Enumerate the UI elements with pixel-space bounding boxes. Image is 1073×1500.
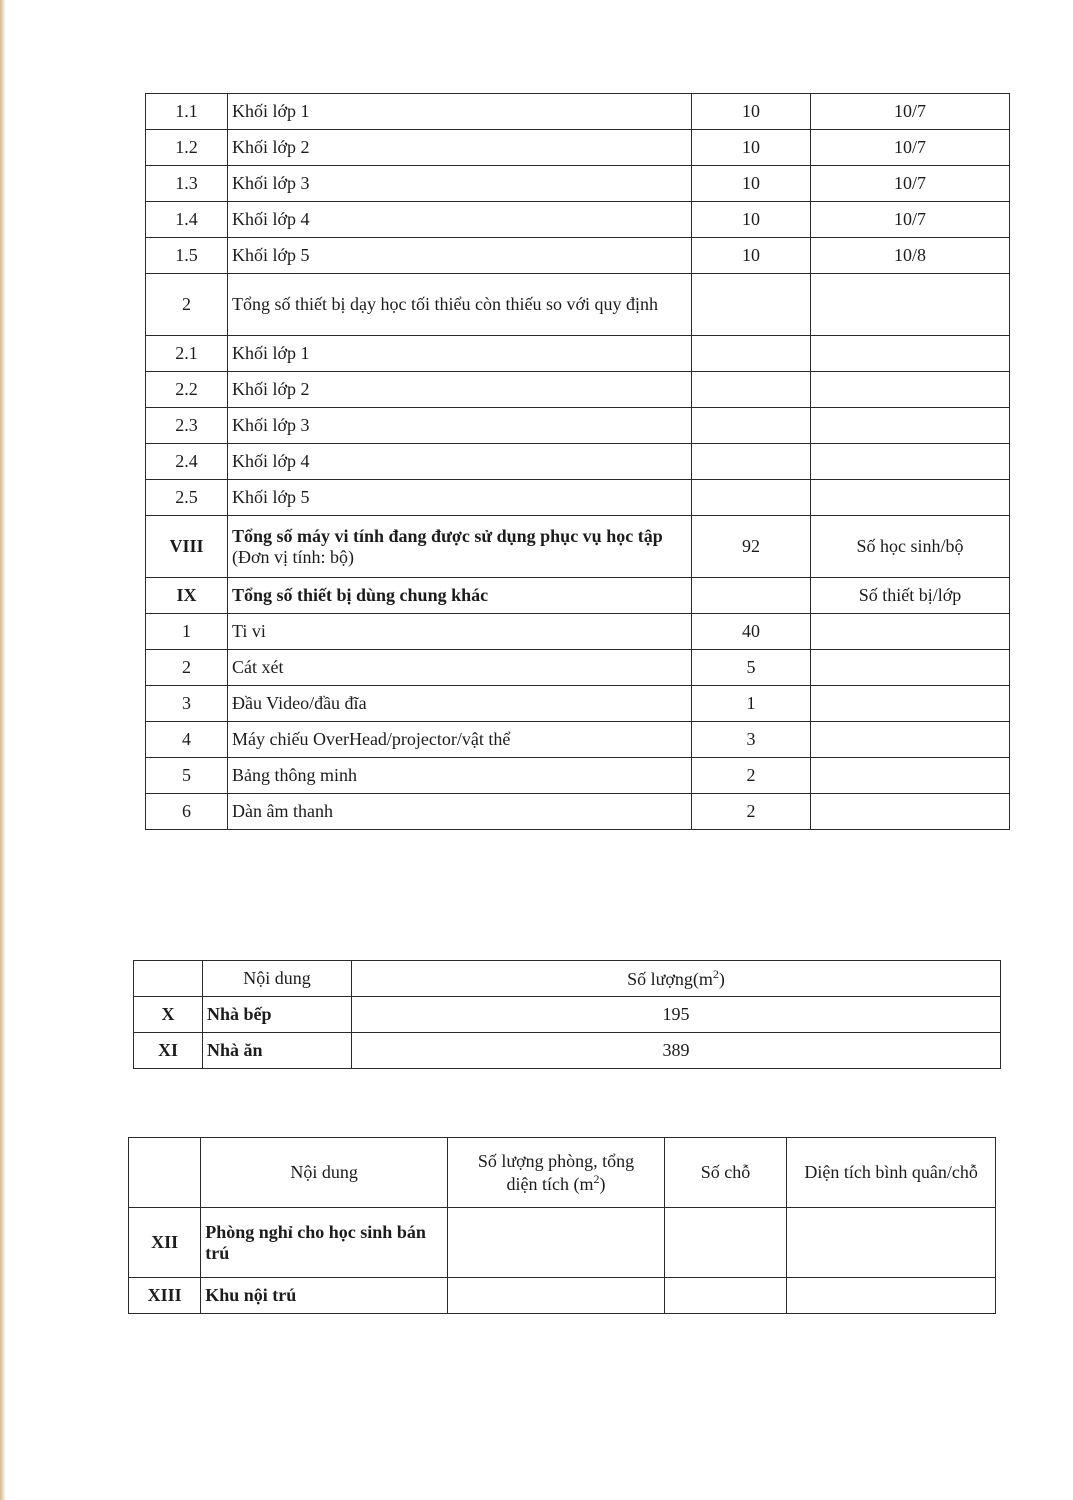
row-number: X xyxy=(134,997,203,1033)
table-row xyxy=(146,722,1010,758)
row-quantity xyxy=(692,444,811,480)
row-quantity xyxy=(692,336,811,372)
page-edge-shadow xyxy=(0,0,6,1500)
header-rooms-line2 xyxy=(452,1172,660,1195)
table-row xyxy=(146,480,1010,516)
header-quantity xyxy=(352,961,1001,997)
row-quantity: 40 xyxy=(692,614,811,650)
row-ratio: 10/7 xyxy=(811,94,1010,130)
row-quantity xyxy=(692,274,811,336)
header-seats: Số chỗ xyxy=(664,1138,786,1208)
header-empty-cell xyxy=(134,961,203,997)
row-content: Khối lớp 4 xyxy=(228,202,692,238)
row-quantity: 92 xyxy=(692,516,811,578)
row-quantity: 3 xyxy=(692,722,811,758)
row-content: Khối lớp 2 xyxy=(228,372,692,408)
equipment-table xyxy=(145,93,1010,830)
row-content: Bảng thông minh xyxy=(228,758,692,794)
row-ratio xyxy=(811,336,1010,372)
header-quantity-sup: 2 xyxy=(712,967,719,981)
row-ratio xyxy=(811,722,1010,758)
row-ratio xyxy=(811,650,1010,686)
table-row xyxy=(146,444,1010,480)
row-content-bold: Tổng số máy vi tính đang được sử dụng phục vụ học tập xyxy=(232,525,663,546)
table-row xyxy=(129,1278,996,1314)
row-quantity: 5 xyxy=(692,650,811,686)
header-rooms-sup: 2 xyxy=(593,1171,600,1186)
kitchen-dining-table xyxy=(133,960,1001,1069)
row-number: 2.1 xyxy=(146,336,228,372)
header-content: Nội dung xyxy=(203,961,352,997)
table-row xyxy=(146,650,1010,686)
table-row xyxy=(146,578,1010,614)
row-number: 2.5 xyxy=(146,480,228,516)
row-quantity xyxy=(692,480,811,516)
row-rooms-area xyxy=(448,1208,665,1278)
row-number: XIII xyxy=(129,1278,201,1314)
row-quantity: 195 xyxy=(352,997,1001,1033)
row-quantity: 1 xyxy=(692,686,811,722)
table-row xyxy=(129,1208,996,1278)
table-header-row xyxy=(134,961,1001,997)
row-content: Ti vi xyxy=(228,614,692,650)
row-quantity: 10 xyxy=(692,166,811,202)
row-number: 2.4 xyxy=(146,444,228,480)
row-number: 2 xyxy=(146,650,228,686)
row-seats xyxy=(664,1208,786,1278)
row-quantity: 2 xyxy=(692,758,811,794)
row-quantity: 2 xyxy=(692,794,811,830)
table-row xyxy=(146,794,1010,830)
row-ratio: 10/7 xyxy=(811,202,1010,238)
row-ratio: 10/8 xyxy=(811,238,1010,274)
row-seats xyxy=(664,1278,786,1314)
row-quantity: 10 xyxy=(692,94,811,130)
row-content: Nhà ăn xyxy=(203,1033,352,1069)
table-row xyxy=(146,274,1010,336)
row-ratio xyxy=(811,794,1010,830)
table-row xyxy=(146,130,1010,166)
table-row xyxy=(146,408,1010,444)
row-ratio xyxy=(811,614,1010,650)
row-ratio: Số thiết bị/lớp xyxy=(811,578,1010,614)
row-content xyxy=(228,516,692,578)
table-row xyxy=(146,614,1010,650)
row-number: 3 xyxy=(146,686,228,722)
row-ratio xyxy=(811,480,1010,516)
row-content: Khối lớp 1 xyxy=(228,336,692,372)
header-rooms-line1: Số lượng phòng, tổng xyxy=(477,1150,635,1171)
row-quantity: 10 xyxy=(692,130,811,166)
row-number: 1 xyxy=(146,614,228,650)
row-number: 1.1 xyxy=(146,94,228,130)
table-header-row xyxy=(129,1138,996,1208)
row-content: Khu nội trú xyxy=(201,1278,448,1314)
row-number: 1.3 xyxy=(146,166,228,202)
row-content: Tổng số thiết bị dạy học tối thiểu còn thiếu so với quy định xyxy=(228,274,692,336)
row-quantity xyxy=(692,408,811,444)
row-number: 2.2 xyxy=(146,372,228,408)
row-rooms-area xyxy=(448,1278,665,1314)
row-number: 2 xyxy=(146,274,228,336)
row-avg-area xyxy=(787,1208,996,1278)
header-rooms-line2-text: diện tích (m xyxy=(506,1173,594,1194)
row-ratio xyxy=(811,274,1010,336)
header-content: Nội dung xyxy=(201,1138,448,1208)
table-row xyxy=(146,372,1010,408)
row-ratio: Số học sinh/bộ xyxy=(811,516,1010,578)
row-number: IX xyxy=(146,578,228,614)
row-ratio xyxy=(811,758,1010,794)
row-content: Khối lớp 5 xyxy=(228,238,692,274)
row-ratio: 10/7 xyxy=(811,130,1010,166)
row-quantity: 10 xyxy=(692,238,811,274)
row-content: Cát xét xyxy=(228,650,692,686)
row-content: Khối lớp 1 xyxy=(228,94,692,130)
table-row xyxy=(146,516,1010,578)
table-row xyxy=(146,166,1010,202)
row-content: Đầu Video/đầu đĩa xyxy=(228,686,692,722)
row-number: 1.4 xyxy=(146,202,228,238)
row-ratio xyxy=(811,408,1010,444)
row-content: Tổng số thiết bị dùng chung khác xyxy=(228,578,692,614)
row-content: Dàn âm thanh xyxy=(228,794,692,830)
row-content: Khối lớp 5 xyxy=(228,480,692,516)
header-rooms-close: ) xyxy=(599,1173,606,1194)
row-quantity: 10 xyxy=(692,202,811,238)
header-empty-cell xyxy=(129,1138,201,1208)
row-number: VIII xyxy=(146,516,228,578)
table-row xyxy=(134,997,1001,1033)
table-row xyxy=(146,336,1010,372)
table-row xyxy=(146,238,1010,274)
row-number: 2.3 xyxy=(146,408,228,444)
boarding-rooms-table xyxy=(128,1137,996,1314)
table-row xyxy=(146,202,1010,238)
table-row xyxy=(146,686,1010,722)
table-row xyxy=(146,758,1010,794)
row-content-note: (Đơn vị tính: bộ) xyxy=(232,546,355,567)
header-rooms-area xyxy=(448,1138,665,1208)
row-number: 1.2 xyxy=(146,130,228,166)
row-number: XII xyxy=(129,1208,201,1278)
row-number: 6 xyxy=(146,794,228,830)
row-avg-area xyxy=(787,1278,996,1314)
header-avg-area: Diện tích bình quân/chỗ xyxy=(787,1138,996,1208)
row-content: Máy chiếu OverHead/projector/vật thể xyxy=(228,722,692,758)
row-ratio xyxy=(811,444,1010,480)
row-ratio xyxy=(811,686,1010,722)
header-quantity-label: Số lượng(m xyxy=(627,969,713,989)
row-number: 5 xyxy=(146,758,228,794)
table-row xyxy=(146,94,1010,130)
row-ratio: 10/7 xyxy=(811,166,1010,202)
row-content: Phòng nghỉ cho học sinh bán trú xyxy=(201,1208,448,1278)
header-quantity-close: ) xyxy=(718,969,725,989)
row-content: Nhà bếp xyxy=(203,997,352,1033)
row-number: 4 xyxy=(146,722,228,758)
row-ratio xyxy=(811,372,1010,408)
row-quantity: 389 xyxy=(352,1033,1001,1069)
row-content: Khối lớp 2 xyxy=(228,130,692,166)
table-row xyxy=(134,1033,1001,1069)
row-quantity xyxy=(692,578,811,614)
row-content: Khối lớp 3 xyxy=(228,408,692,444)
row-quantity xyxy=(692,372,811,408)
row-content: Khối lớp 3 xyxy=(228,166,692,202)
row-number: XI xyxy=(134,1033,203,1069)
row-number: 1.5 xyxy=(146,238,228,274)
row-content: Khối lớp 4 xyxy=(228,444,692,480)
